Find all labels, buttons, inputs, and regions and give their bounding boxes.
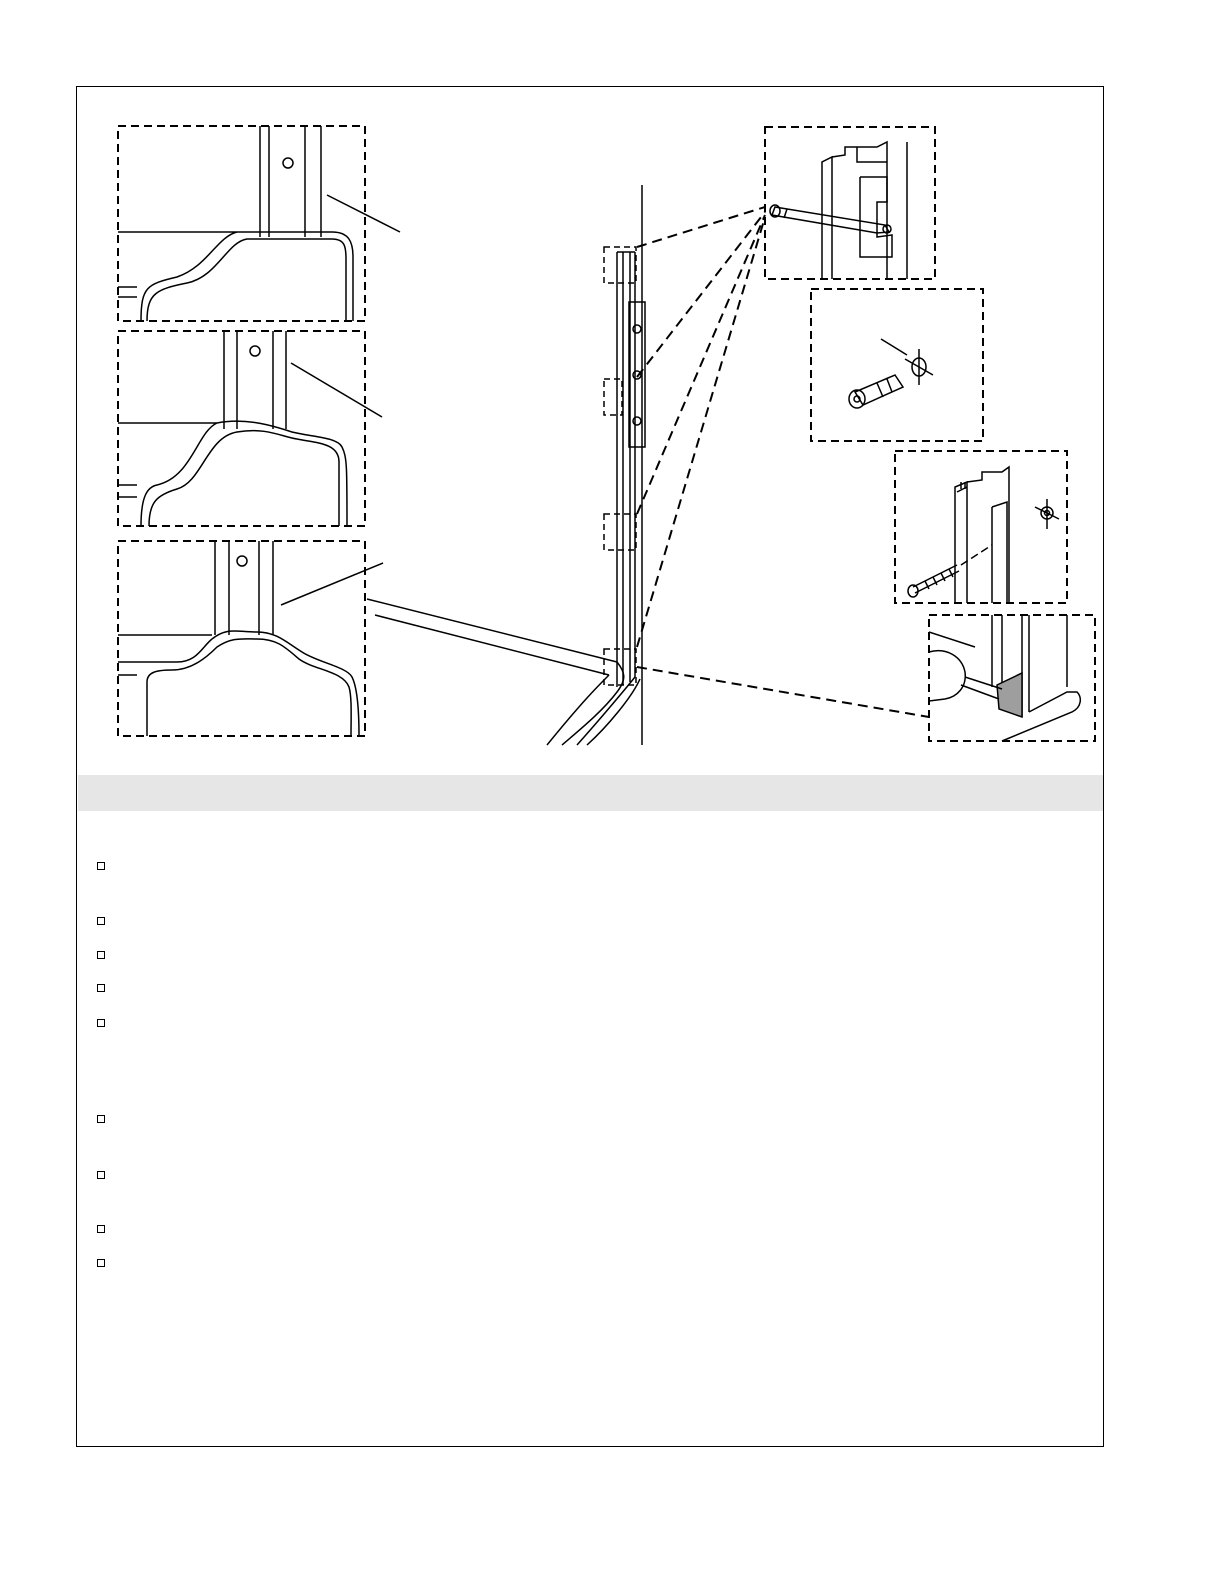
screw-icon [908,565,959,597]
list-item [97,859,1087,879]
checkbox-icon [97,1259,105,1267]
list-item [97,981,1087,1001]
screw-inset [895,451,1067,603]
pencil-mark-inset [765,127,935,279]
page-frame [76,86,1104,1447]
checkbox-icon [97,984,105,992]
list-item [97,948,1087,968]
checkbox-icon [97,1115,105,1123]
checkbox-icon [97,1225,105,1233]
installation-illustration [77,87,1103,777]
wall-anchor-inset [811,289,983,441]
checkbox-icon [97,917,105,925]
list-item [97,1168,1087,1188]
list-item [97,914,1087,934]
checkbox-icon [97,951,105,959]
section-band [78,775,1103,811]
wall-jamb-drawing [367,185,929,745]
list-item [97,1016,1087,1036]
caulk-gun-icon [929,651,1002,701]
caulk-inset [929,615,1095,741]
pencil-icon [770,205,889,233]
list-item [97,1112,1087,1132]
wall-anchor-icon [849,375,903,408]
left-inset-top [118,126,400,321]
list-item [97,1256,1087,1276]
left-inset-bottom [118,541,383,736]
checkbox-icon [97,862,105,870]
list-item [97,1222,1087,1242]
checkbox-icon [97,1171,105,1179]
checkbox-icon [97,1019,105,1027]
left-inset-middle [118,331,382,526]
